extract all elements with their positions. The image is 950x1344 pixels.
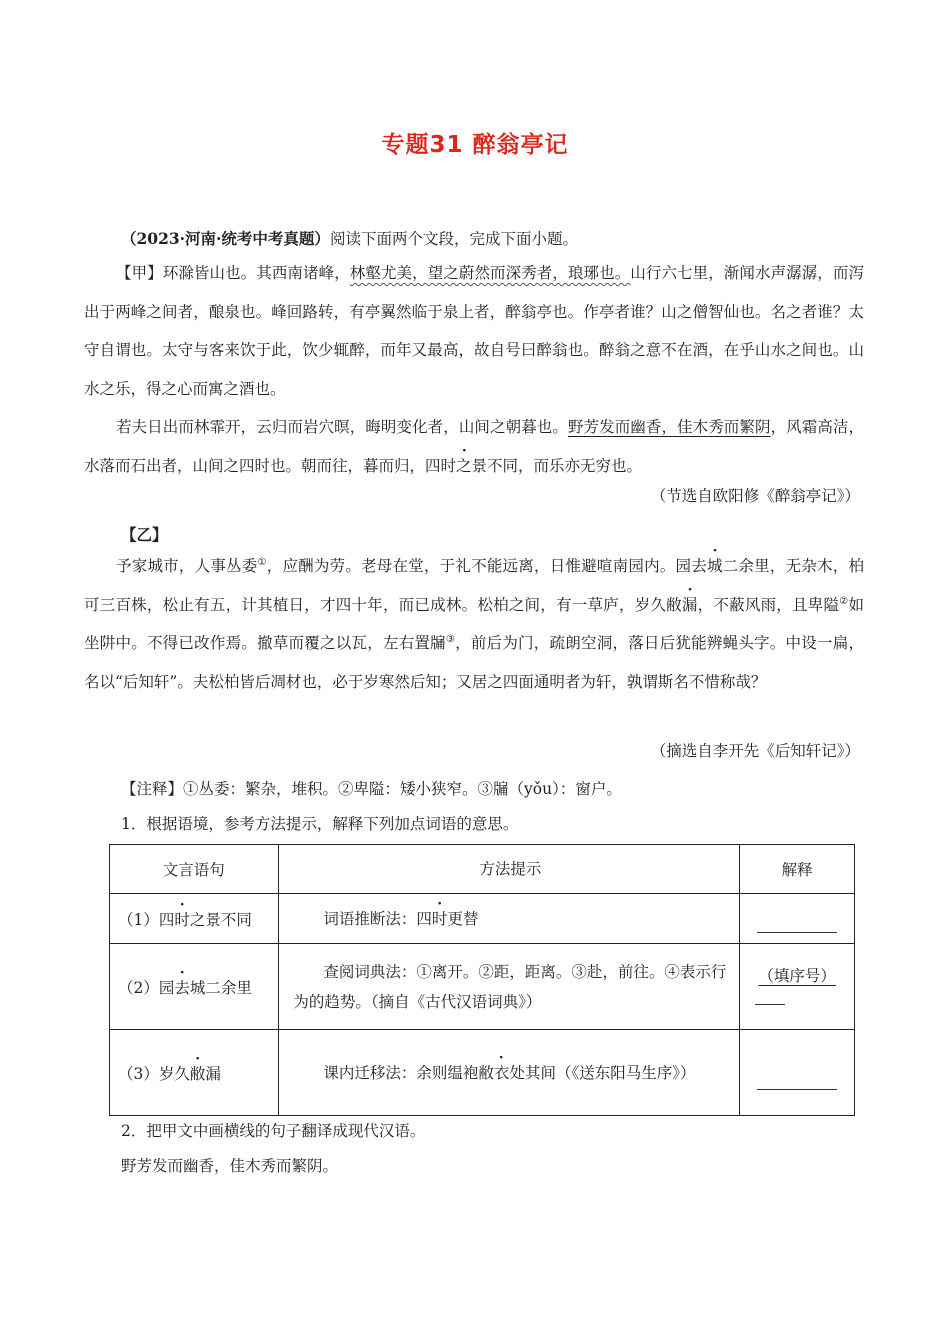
yi-label: 【乙】 [121,525,168,544]
table-row [110,894,855,944]
dotted-char-qu: 去 [691,557,707,575]
answer-blank-3[interactable] [740,1030,855,1116]
yi-s4: 漏，不蔽风雨，且卑隘 [681,595,840,614]
question-intro [121,229,578,249]
table-cell-sentence [110,1030,279,1116]
jia-p2-mid: ，风霜高洁，水落而石出者，山间之四时也。朝而往，暮而归，四 [84,418,864,475]
table-cell-method [279,894,740,944]
table-cell-sentence [110,944,279,1030]
table-cell-method [279,1030,740,1116]
dotted-char-shi: 时 [440,456,457,475]
yi-s3: 城二余里，无杂木，柏可三百株，松止有五，计其植日，才四十年，而已成林。松柏之间，有一草庐，岁久 [84,557,864,614]
dotted-char: 敝 [189,1064,206,1083]
page-title: 专题31 醉翁亭记 [381,132,569,158]
cell-text: 衣处其间（《送东阳马生序》） [493,1063,696,1082]
blank-line[interactable] [757,1071,837,1090]
cell-text: （1）四 [118,910,175,929]
table-header: 解释 [740,845,855,894]
blank-line[interactable] [755,986,785,1005]
table-header: 文言语句 [110,845,279,894]
question-2: 2．把甲文中画横线的句子翻译成现代汉语。 [121,1122,426,1140]
answer-blank-1[interactable] [740,894,855,944]
jia-p1-start: 环滁皆山也。其西南诸峰， [162,264,350,282]
table-row [110,1030,855,1116]
footnote-2: ② [839,595,849,607]
cell-text: 查阅词典法：①离开。②距，距离。③赴，前往。④表示行为的趋势。（摘自《古代汉语词典》） [293,962,727,1011]
passage-jia-p1 [84,254,864,408]
footnote-1: ① [257,556,267,568]
jia-underlined-sentence: 野芳发而幽香，佳木秀而繁阴 [567,418,771,436]
yi-s2: ，应酬为劳。老母在堂，于礼不能远离，日惟避喧南园内。园 [266,557,692,575]
jia-p2-end: 之景不同，而乐亦无穷也。 [456,456,643,475]
dotted-char: 时 [431,909,448,928]
jia-p2-start: 若夫日出而林霏开，云归而岩穴暝，晦明变化者，山间之朝暮也。 [116,418,568,436]
table-cell-sentence [110,894,279,944]
answer-blank-2[interactable] [740,944,855,1030]
instruction-text: 阅读下面两个文段，完成下面小题。 [329,230,578,248]
jia-p1-rest: 山行六七里，渐闻水声潺潺，而泻出于两峰之间者，酿泉也。峰回路转，有亭翼然临于泉上者，醉翁亭也。作亭者谁？山之僧智仙也。名之者谁？太守自谓也。太守与客来饮于此，饮少辄醉，而年又最高，故自号曰醉翁也。醉翁之意不在酒，在乎山水之间也。山水之乐，得之心而寓之酒也。 [84,264,864,398]
cell-text: 词语推断法：四 [323,909,432,928]
passage-jia-p2 [84,408,864,485]
question-1: 1．根据语境，参考方法提示，解释下列加点词语的意思。 [121,815,519,833]
table-row [110,944,855,1030]
cell-text: 城二余里 [189,978,252,997]
dotted-char: 敝 [478,1063,494,1082]
table-header: 方法提示 [279,845,740,894]
cell-text: 课内迁移法：余则缊袍 [323,1063,479,1082]
dotted-char: 去 [174,978,190,997]
source-tag: （2023·河南·统考中考真题） [121,229,330,248]
dotted-char: 时 [174,910,190,929]
table-cell-method [279,944,740,1030]
yi-s5: 如坐阱中。不得已改作焉。撤草而覆之以瓦，左右置牖 [84,595,864,652]
footnote-3: ③ [445,633,456,645]
cell-text: 更替 [447,909,479,928]
yi-s6: ，前后为门，疏朗空洞，落日后犹能辨蝇头字。中设一扁，名以“后知轩”。夫松柏皆后凋材也，必于岁寒然后知；又居之四面通明者为轩，孰谓斯名不惜称哉？ [84,634,864,691]
blank-line[interactable] [757,914,837,933]
yi-s1: 予家城市，人事丛委 [116,557,258,575]
fill-hint: （填序号） [758,967,836,985]
dotted-char-bi: 敝 [666,595,682,614]
cell-text: （3）岁久 [118,1064,190,1083]
table-header-row [110,845,855,894]
cell-text: 漏 [205,1064,221,1083]
cell-text: 之景不同 [189,910,252,929]
jia-source: （节选自欧阳修《醉翁亭记》） [650,487,860,505]
annotation-note: 【注释】①丛委：繁杂，堆积。②卑隘：矮小狭窄。③牖（yǒu）：窗户。 [121,780,622,798]
jia-p1-wavy: 林壑尤美，望之蔚然而深秀者，琅琊也。 [349,264,631,282]
question-2-sentence: 野芳发而幽香，佳木秀而繁阴。 [121,1157,339,1175]
jia-label: 【甲】 [116,264,163,282]
cell-text: （2）园 [118,978,175,997]
answer-table [109,844,855,1116]
yi-source: （摘选自李开先《后知轩记》） [650,742,860,760]
passage-yi [84,547,864,701]
